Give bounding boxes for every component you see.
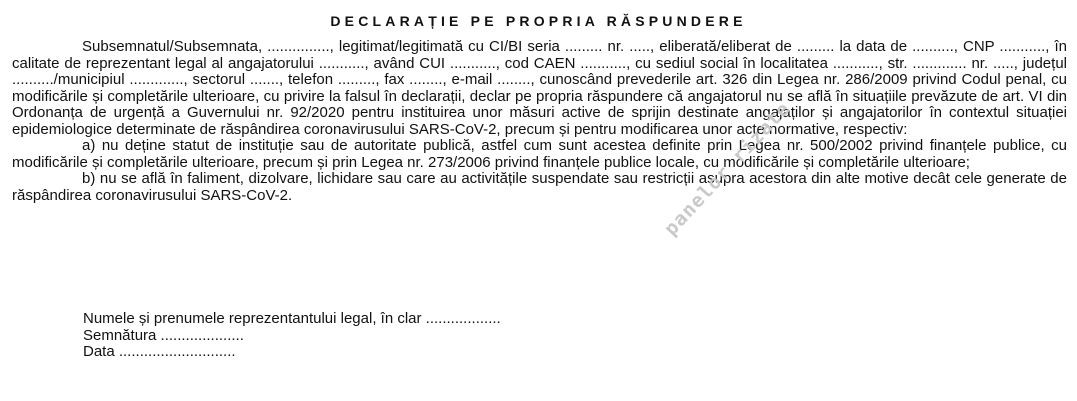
watermark: panelor rizate (660, 97, 795, 241)
representative-name-line: Numele și prenumele reprezentantului legal, în clar .................. (83, 310, 501, 327)
date-line: Data ............................ (83, 343, 236, 360)
declaration-body (12, 39, 1067, 204)
document-title: DECLARAȚIE PE PROPRIA RĂSPUNDERE (330, 13, 747, 29)
declaration-paragraph-main: Subsemnatul/Subsemnata, ..............., legitimat/legitimată cu CI/BI seria ......... nr. ....., eliberată/eliberat de ......... la data de .........., CNP ..........., în calitate de reprezentant legal al angajatorului ..........., având CUI ..........., cod CAEN ..........., cu sediul social în localitatea ..........., str. ............. nr. ....., județul ........../municipiul ............., sectorul ......., telefon ........., fax ........, e-mail ........, cunoscând prevederile art. 326 din Legea nr. 286/2009 privind Codul penal, cu modificările și completările ulterioare, cu privire la falsul în declarații, declar pe propria răspundere că angajatorul nu se află în situațiile prevăzute de art. VI din Ordonanța de urgență a Guvernului nr. 92/2020 pentru instituirea unor măsuri active de sprijin destinate angajaților și angajatorilor în contextul situației epidemiologice determinate de răspândirea coronavirusului SARS-CoV-2, precum și pentru modificarea unor acte normative, respectiv: (12, 38, 1067, 138)
signature-block (83, 311, 501, 361)
signature-line: Semnătura .................... (83, 326, 244, 344)
declaration-clause-a: a) nu deține statut de instituție sau de autoritate publică, astfel cum sunt acestea definite prin Legea nr. 500/2002 privind finanțele publice, cu modificările și completările ulterioare, precum și prin Legea nr. 273/2006 privind finanțele publice locale, cu modificările și completările ulterioare; (12, 137, 1067, 171)
declaration-clause-b: b) nu se află în faliment, dizolvare, lichidare sau care au activitățile suspendate sau restricții asupra acestora din alte motive decât cele generate de răspândirea coronavirusului SARS-CoV-2. (12, 170, 1067, 204)
